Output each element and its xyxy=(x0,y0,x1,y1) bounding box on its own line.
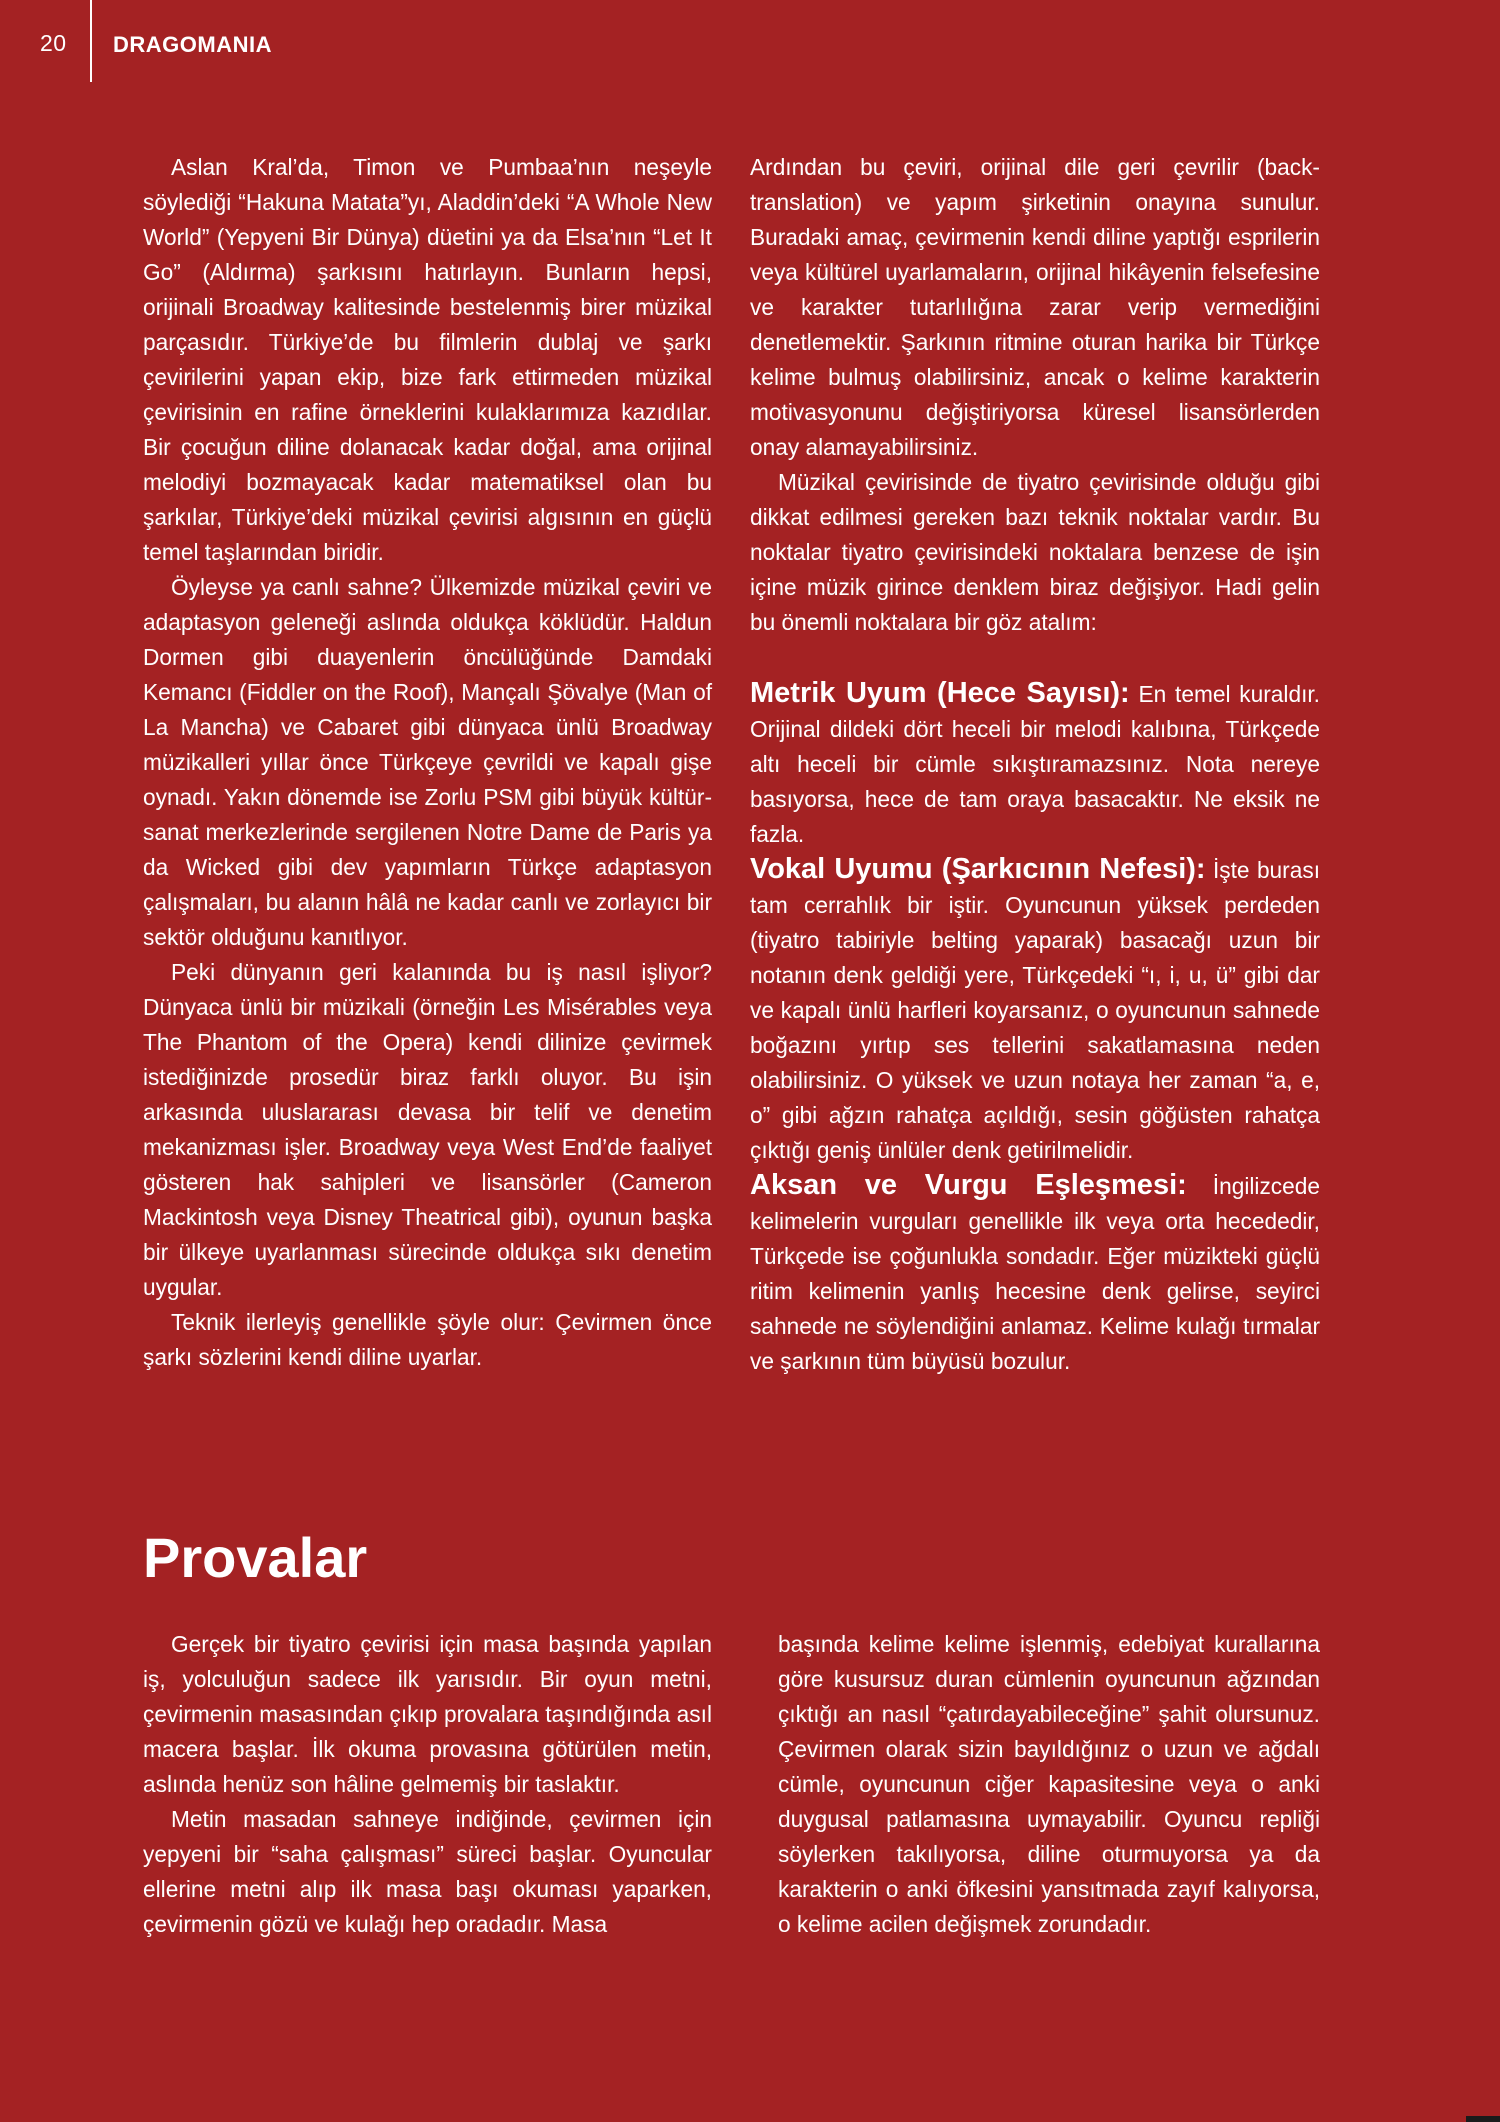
header-divider xyxy=(90,0,92,82)
paragraph: Metin masadan sahneye indiğinde, çevirmen için yepyeni bir “saha çalışması” süreci başlar. Oyuncular ellerine metni alıp ilk masa başı okuması yaparken, çevirmenin gözü ve kulağı hep oradadır. Masa xyxy=(143,1806,712,1937)
paragraph: Öyleyse ya canlı sahne? Ülkemizde müzikal çeviri ve adaptasyon geleneği aslında oldukça köklüdür. Haldun Dormen gibi duayenlerin öncülüğünde Damdaki Kemancı (Fiddler on the Roof), Mançalı Şövalye (Man of La Mancha) ve Cabaret gibi dünyaca ünlü Broadway müzikalleri yıllar önce Türkçeye çevrildi ve kapalı gişe oynadı. Yakın dönemde ise Zorlu PSM gibi büyük kültür-sanat merkezlerinde sergilenen Notre Dame de Paris ya da Wicked gibi dev yapımların Türkçe adaptasyon çalışmaları, bu alanın hâlâ ne kadar canlı ve zorlayıcı bir sektör olduğunu kanıtlıyor. xyxy=(143,574,712,950)
page-header xyxy=(0,0,1500,90)
paragraph: Gerçek bir tiyatro çevirisi için masa başında yapılan iş, yolculuğun sadece ilk yarısıdır. Bir oyun metni, çevirmenin masasından çıkıp provalara taşındığında asıl macera başlar. İlk okuma provasına götürülen metin, aslında henüz son hâline gelmemiş bir taslaktır. xyxy=(143,1631,712,1797)
article-column-3 xyxy=(143,1627,712,1942)
term-paragraph-accent xyxy=(750,1168,1320,1379)
term-paragraph-vocal xyxy=(750,852,1320,1168)
page-number: 20 xyxy=(40,30,67,56)
term-text: İşte burası tam cerrahlık bir iştir. Oyuncunun yüksek perdeden (tiyatro tabiriyle belting yaparak) basacağı uzun bir notanın denk geldiği yere, Türkçedeki “ı, i, u, ü” gibi dar ve kapalı ünlü harfleri koyarsanız, o oyuncunun sahnede boğazını yırtıp ses tellerini sakatlamasına neden olabilirsiniz. O yüksek ve uzun notaya her zaman “a, e, o” gibi ağzın rahatça açıldığı, sesin göğüsten rahatça çıktığı geniş ünlüler denk getirilmelidir. xyxy=(750,857,1320,1163)
paragraph: Aslan Kral’da, Timon ve Pumbaa’nın neşeyle söylediği “Hakuna Matata”yı, Aladdin’deki “A Whole New World” (Yepyeni Bir Dünya) düetini ya da Elsa’nın “Let It Go” (Aldırma) şarkısını hatırlayın. Bunların hepsi, orijinali Broadway kalitesinde bestelenmiş birer müzikal parçasıdır. Türkiye’de bu filmlerin dublaj ve şarkı çevirilerini yapan ekip, bize fark ettirmeden müzikal çevirisinin en rafine örneklerini kulaklarımıza kazıdılar. Bir çocuğun diline dolanacak kadar doğal, ama orijinal melodiyi bozmayacak kadar matematiksel olan bu şarkılar, Türkiye’deki müzikal çevirisi algısının en güçlü temel taşlarından biridir. xyxy=(143,154,712,565)
section-heading: Provalar xyxy=(143,1526,368,1589)
term-title: Vokal Uyumu (Şarkıcının Nefesi): xyxy=(750,853,1206,885)
article-column-2 xyxy=(750,150,1320,1379)
article-column-4 xyxy=(778,1627,1320,1942)
paragraph: başında kelime kelime işlenmiş, edebiyat kurallarına göre kusursuz duran cümlenin oyuncunun ağzından çıktığı an nasıl “çatırdayabileceğine” şahit olursunuz. Çevirmen olarak sizin bayıldığınız o uzun ve ağdalı cümle, oyuncunun ciğer kapasitesine veya o anki duygusal patlamasına uymayabilir. Oyuncu repliği söylerken takılıyorsa, diline oturmuyorsa ya da karakterin o anki öfkesini yansıtmada zayıf kalıyorsa, o kelime acilen değişmek zorundadır. xyxy=(778,1631,1320,1937)
paragraph: Müzikal çevirisinde de tiyatro çevirisinde olduğu gibi dikkat edilmesi gereken bazı teknik noktalar vardır. Bu noktalar tiyatro çevirisindeki noktalara benzese de işin içine müzik girince denklem biraz değişiyor. Hadi gelin bu önemli noktalara bir göz atalım: xyxy=(750,469,1320,635)
term-text: İngilizcede kelimelerin vurguları genellikle ilk veya orta hecededir, Türkçede ise çoğunlukla sondadır. Eğer müzikteki güçlü ritim kelimenin yanlış hecesine denk gelirse, seyirci sahnede ne söylendiğini anlamaz. Kelime kulağı tırmalar ve şarkının tüm büyüsü bozulur. xyxy=(750,1173,1320,1374)
magazine-name: DRAGOMANIA xyxy=(113,32,272,57)
paragraph: Teknik ilerleyiş genellikle şöyle olur: Çevirmen önce şarkı sözlerini kendi diline uyarlar. xyxy=(143,1309,712,1370)
article-column-1 xyxy=(143,150,712,1375)
paragraph: Peki dünyanın geri kalanında bu iş nasıl işliyor? Dünyaca ünlü bir müzikali (örneğin Les Misérables veya The Phantom of the Opera) kendi dilinize çevirmek istediğinizde prosedür biraz farklı oluyor. Bu işin arkasında uluslararası devasa bir telif ve denetim mekanizması işler. Broadway veya West End’de faaliyet gösteren hak sahipleri ve lisansörler (Cameron Mackintosh veya Disney Theatrical gibi), oyunun başka bir ülkeye uyarlanması sürecinde oldukça sıkı denetim uygular. xyxy=(143,959,712,1300)
term-paragraph-metric xyxy=(750,676,1320,852)
term-title: Aksan ve Vurgu Eşleşmesi: xyxy=(750,1169,1187,1201)
term-title: Metrik Uyum (Hece Sayısı): xyxy=(750,677,1130,709)
term-text: En temel kuraldır. Orijinal dildeki dört heceli bir melodi kalıbına, Türkçede altı heceli bir cümle sıkıştıramazsınız. Nota nereye basıyorsa, hece de tam oraya basacaktır. Ne eksik ne fazla. xyxy=(750,681,1320,847)
paragraph: Ardından bu çeviri, orijinal dile geri çevrilir (back-translation) ve yapım şirketinin onayına sunulur. Buradaki amaç, çevirmenin kendi diline yaptığı esprilerin veya kültürel uyarlamaların, orijinal hikâyenin felsefesine ve karakter tutarlılığına zarar verip vermediğini denetlemektir. Şarkının ritmine oturan harika bir Türkçe kelime bulmuş olabilirsiniz, ancak o kelime karakterin motivasyonunu değiştiriyorsa küresel lisansörlerden onay alamayabilirsiniz. xyxy=(750,154,1320,460)
page-corner-mark xyxy=(1466,2116,1500,2122)
